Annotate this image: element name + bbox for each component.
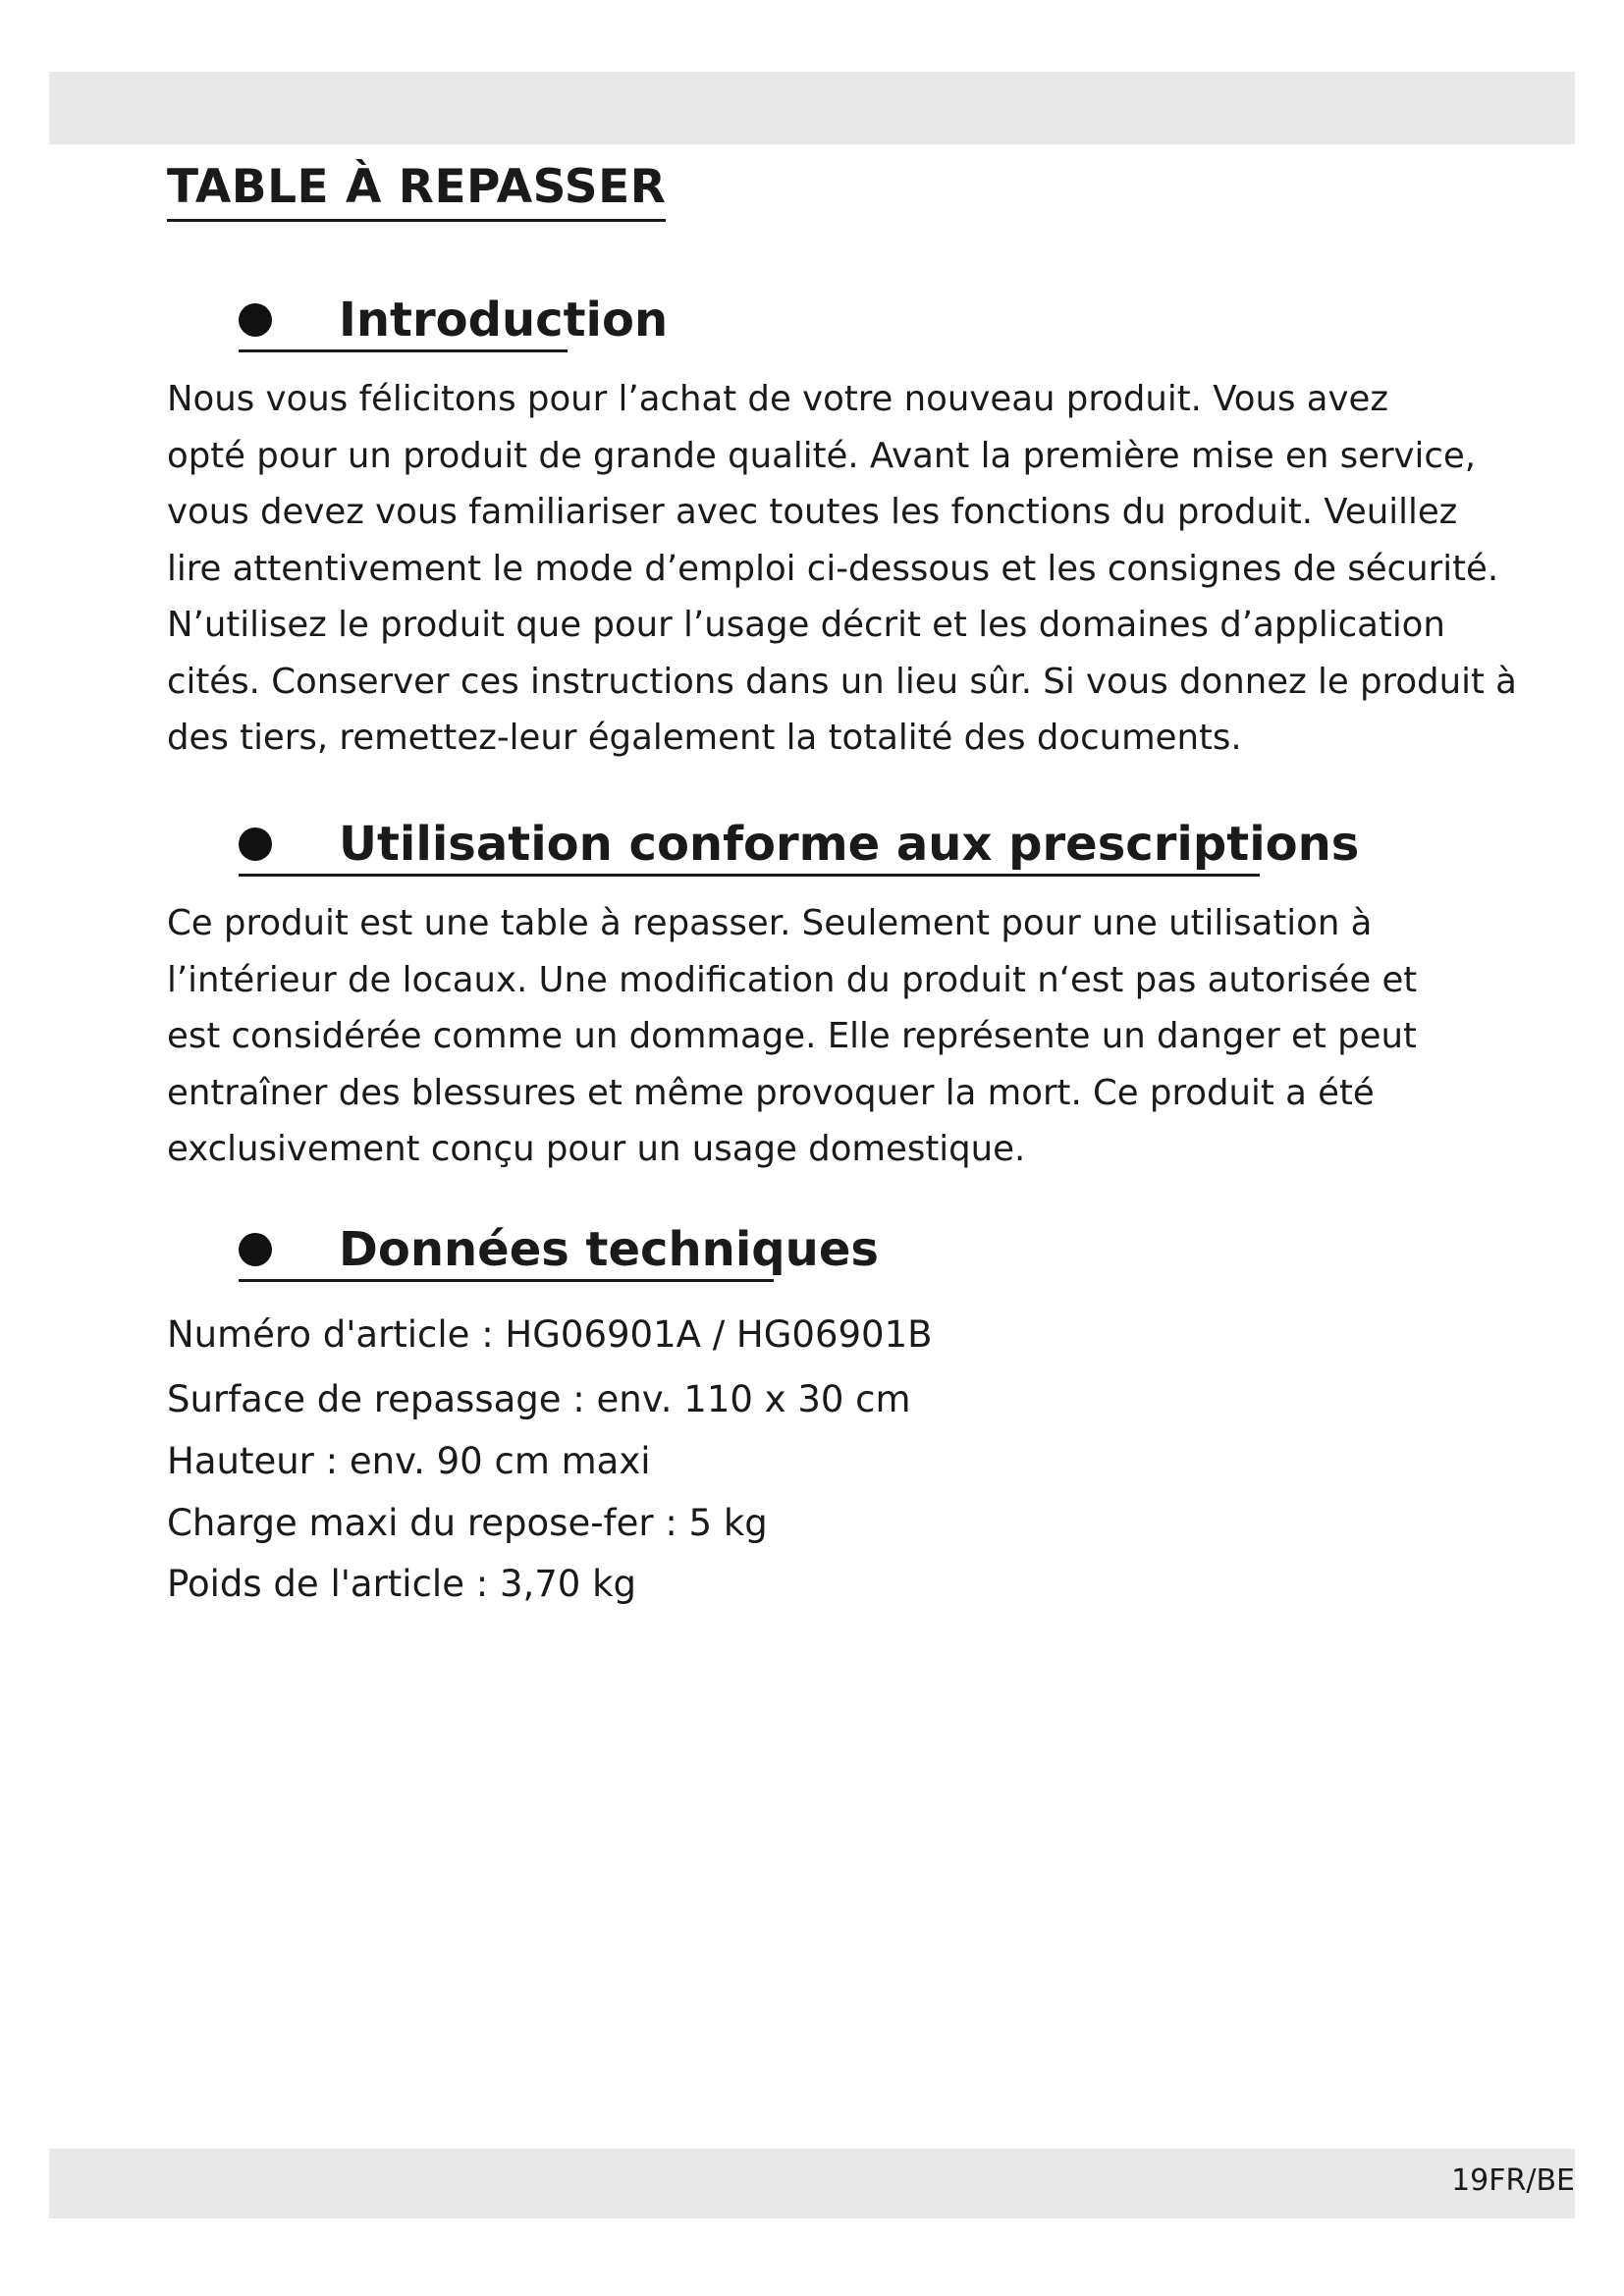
spec-ironing-surface: Surface de repassage : env. 110 x 30 cm — [167, 1378, 911, 1420]
text-line: vous devez vous familiariser avec toutes les fonctions du produit. Veuillez — [167, 492, 1458, 532]
section-heading-introduction — [239, 291, 669, 352]
spec-article-number: Numéro d'article : HG06901A / HG06901B — [167, 1313, 933, 1356]
spec-iron-rest-load: Charge maxi du repose-fer : 5 kg — [167, 1502, 768, 1544]
page-number: 19FR/BE — [1451, 2163, 1575, 2198]
spec-weight: Poids de l'article : 3,70 kg — [167, 1563, 637, 1605]
text-line: lire attentivement le mode d’emploi ci-dessous et les consignes de sécurité. — [167, 548, 1499, 589]
text-line: l’intérieur de locaux. Une modification du produit n‘est pas autorisée et — [167, 959, 1418, 1000]
text-line: Ce produit est une table à repasser. Seulement pour une utilisation à — [167, 903, 1373, 943]
bullet-icon — [239, 828, 272, 861]
text-line: des tiers, remettez-leur également la totalité des documents. — [167, 718, 1242, 758]
text-line: opté pour un produit de grande qualité. Avant la première mise en service, — [167, 435, 1477, 476]
bullet-icon — [239, 303, 272, 337]
page-title: TABLE À REPASSER — [167, 162, 666, 222]
introduction-paragraph — [167, 371, 1522, 767]
header-band — [49, 72, 1575, 144]
text-line: Nous vous félicitons pour l’achat de votre nouveau produit. Vous avez — [167, 379, 1389, 419]
section-heading-utilisation — [239, 815, 1360, 877]
text-line: exclusivement conçu pour un usage domestique. — [167, 1129, 1026, 1169]
text-line: entraîner des blessures et même provoquer la mort. Ce produit a été — [167, 1072, 1375, 1113]
section-heading-donnees-techniques — [239, 1220, 879, 1282]
utilisation-paragraph — [167, 895, 1522, 1178]
bullet-icon — [239, 1233, 272, 1266]
footer-band — [49, 2149, 1575, 2218]
text-line: N’utilisez le produit que pour l’usage décrit et les domaines d’application — [167, 605, 1445, 645]
text-line: cités. Conserver ces instructions dans un lieu sûr. Si vous donnez le produit à — [167, 661, 1517, 702]
section-heading-text: Données techniques — [339, 1222, 879, 1277]
text-line: est considérée comme un dommage. Elle représente un danger et peut — [167, 1016, 1417, 1056]
spec-height: Hauteur : env. 90 cm maxi — [167, 1440, 651, 1482]
section-heading-text: Introduction — [339, 293, 669, 347]
section-heading-text: Utilisation conforme aux prescriptions — [339, 817, 1360, 872]
